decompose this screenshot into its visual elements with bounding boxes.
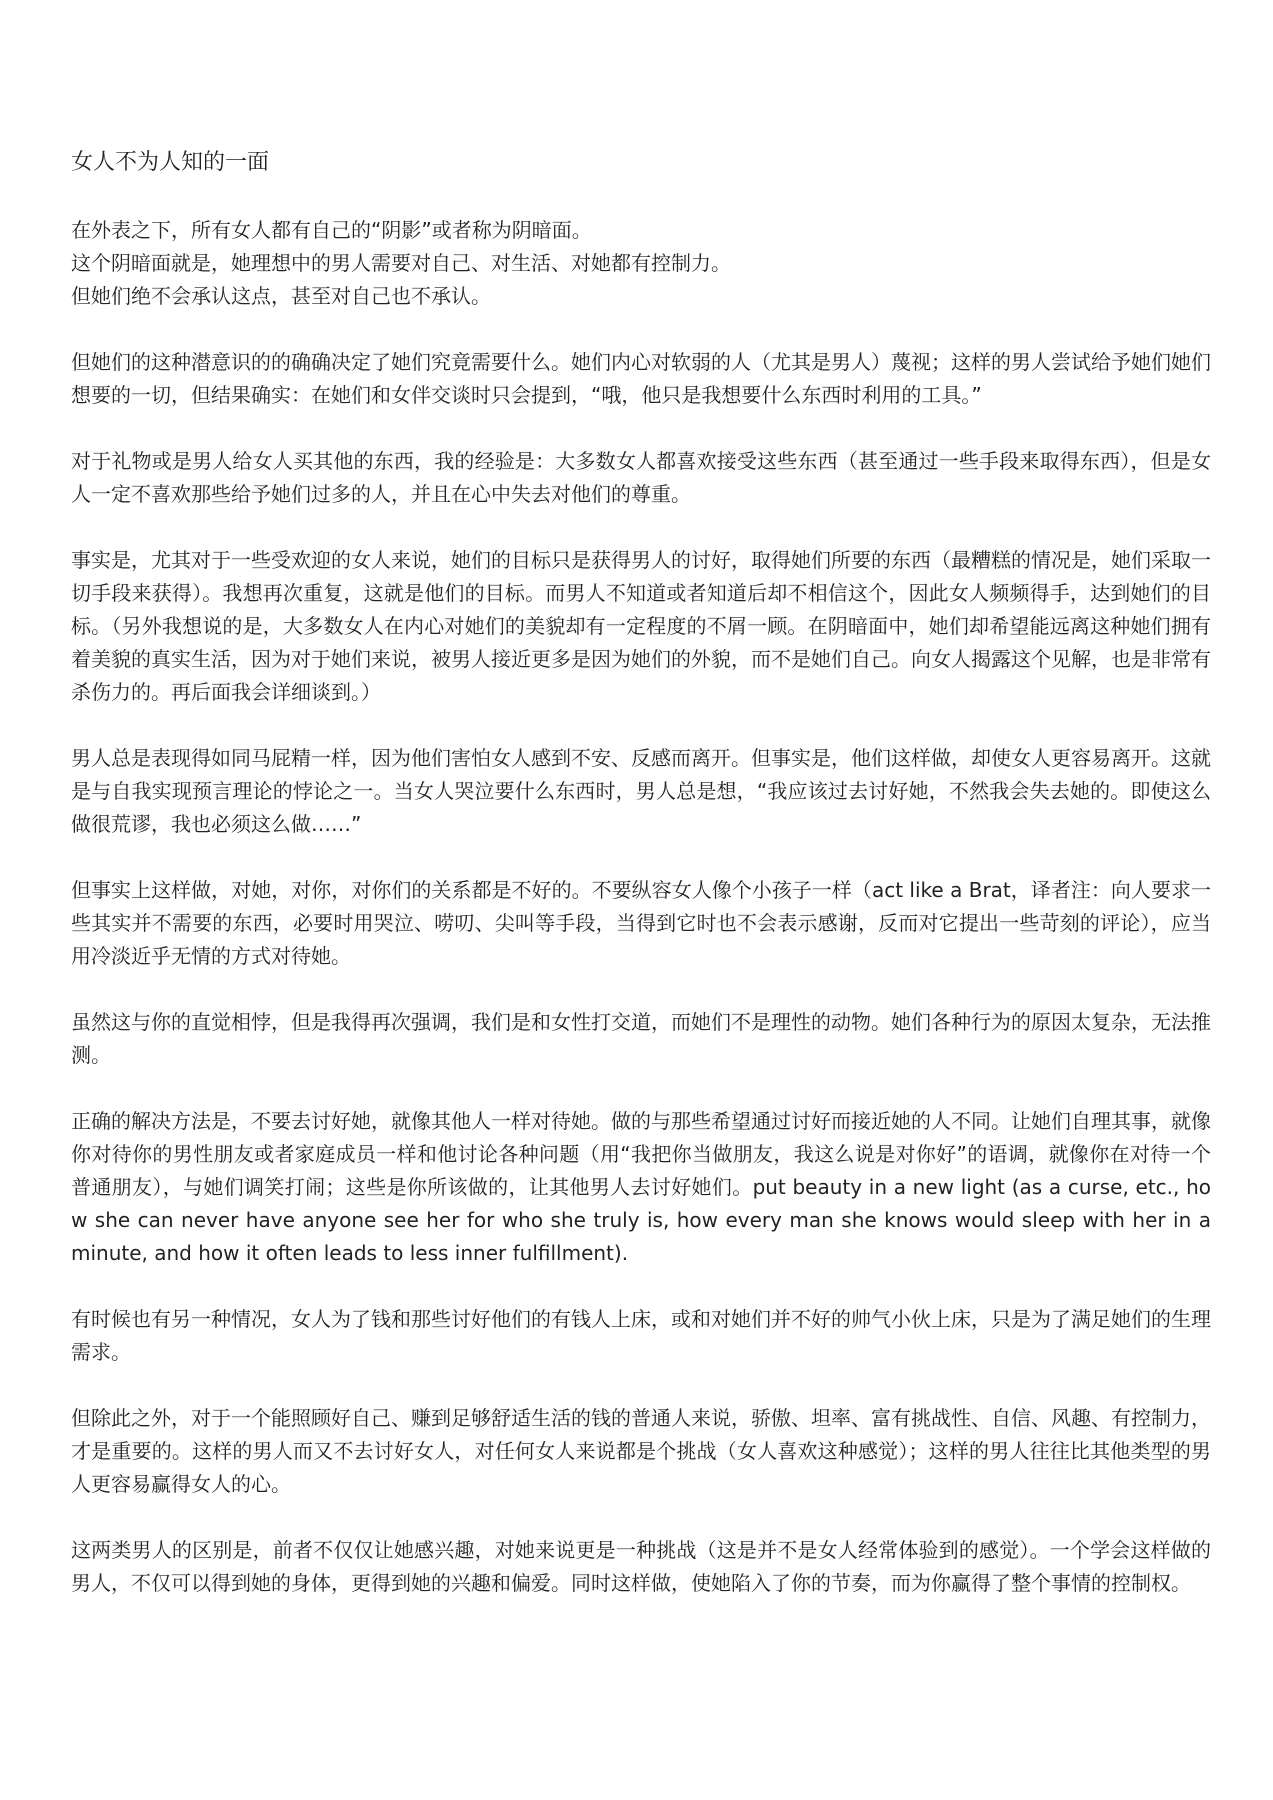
paragraph: 正确的解决方法是，不要去讨好她，就像其他人一样对待她。做的与那些希望通过讨好而接近她的人不同。让她们自理其事，就像你对待你的男性朋友或者家庭成员一样和他讨论各种问题（用“我把你当做朋友，我这么说是对你好”的语调，就像你在对待一个普通朋友），与她们调笑打闹；这些是你所该做的，让其他男人去讨好她们。put beauty in a new light (as a curse, etc., how she can never have anyone see her for who she truly is, how every man she knows would sleep with her in a minute, and how it often leads to less inner fulfillment).	[71, 1109, 1211, 1265]
paragraph: 虽然这与你的直觉相悖，但是我得再次强调，我们是和女性打交道，而她们不是理性的动物。她们各种行为的原因太复杂，无法推测。	[71, 1010, 1211, 1067]
paragraph: 有时候也有另一种情况，女人为了钱和那些讨好他们的有钱人上床，或和对她们并不好的帅气小伙上床，只是为了满足她们的生理需求。	[71, 1307, 1211, 1364]
intro-line: 但她们绝不会承认这点，甚至对自己也不承认。	[71, 284, 491, 308]
paragraph: 但事实上这样做，对她，对你，对你们的关系都是不好的。不要纵容女人像个小孩子一样（act like a Brat，译者注：向人要求一些其实并不需要的东西，必要时用哭泣、唠叨、尖叫等手段，当得到它时也不会表示感谢，反而对它提出一些苛刻的评论），应当用冷淡近乎无情的方式对待她。	[71, 878, 1211, 968]
paragraph: 对于礼物或是男人给女人买其他的东西，我的经验是：大多数女人都喜欢接受这些东西（甚至通过一些手段来取得东西），但是女人一定不喜欢那些给予她们过多的人，并且在心中失去对他们的尊重。	[71, 449, 1211, 506]
paragraph: 但她们的这种潜意识的的确确决定了她们究竟需要什么。她们内心对软弱的人（尤其是男人）蔑视；这样的男人尝试给予她们她们想要的一切，但结果确实：在她们和女伴交谈时只会提到，“哦，他只是我想要什么东西时利用的工具。”	[71, 350, 1211, 407]
document-title: 女人不为人知的一面	[71, 150, 270, 175]
paragraph: 这两类男人的区别是，前者不仅仅让她感兴趣，对她来说更是一种挑战（这是并不是女人经常体验到的感觉）。一个学会这样做的男人，不仅可以得到她的身体，更得到她的兴趣和偏爱。同时这样做，使她陷入了你的节奏，而为你赢得了整个事情的控制权。	[71, 1538, 1211, 1595]
intro-line: 这个阴暗面就是，她理想中的男人需要对自己、对生活、对她都有控制力。	[71, 251, 731, 275]
intro-line: 在外表之下，所有女人都有自己的“阴影”或者称为阴暗面。	[71, 218, 592, 242]
paragraph: 事实是，尤其对于一些受欢迎的女人来说，她们的目标只是获得男人的讨好，取得她们所要的东西（最糟糕的情况是，她们采取一切手段来获得）。我想再次重复，这就是他们的目标。而男人不知道或者知道后却不相信这个，因此女人频频得手，达到她们的目标。（另外我想说的是，大多数女人在内心对她们的美貌却有一定程度的不屑一顾。在阴暗面中，她们却希望能远离这种她们拥有着美貌的真实生活，因为对于她们来说，被男人接近更多是因为她们的外貌，而不是她们自己。向女人揭露这个见解，也是非常有杀伤力的。再后面我会详细谈到。）	[71, 548, 1211, 704]
paragraph: 但除此之外，对于一个能照顾好自己、赚到足够舒适生活的钱的普通人来说，骄傲、坦率、富有挑战性、自信、风趣、有控制力，才是重要的。这样的男人而又不去讨好女人，对任何女人来说都是个挑战（女人喜欢这种感觉）；这样的男人往往比其他类型的男人更容易赢得女人的心。	[71, 1406, 1211, 1496]
intro-paragraph	[71, 214, 1211, 313]
paragraph: 男人总是表现得如同马屁精一样，因为他们害怕女人感到不安、反感而离开。但事实是，他们这样做，却使女人更容易离开。这就是与自我实现预言理论的悖论之一。当女人哭泣要什么东西时，男人总是想，“我应该过去讨好她，不然我会失去她的。即使这么做很荒谬，我也必须这么做……”	[71, 746, 1211, 836]
